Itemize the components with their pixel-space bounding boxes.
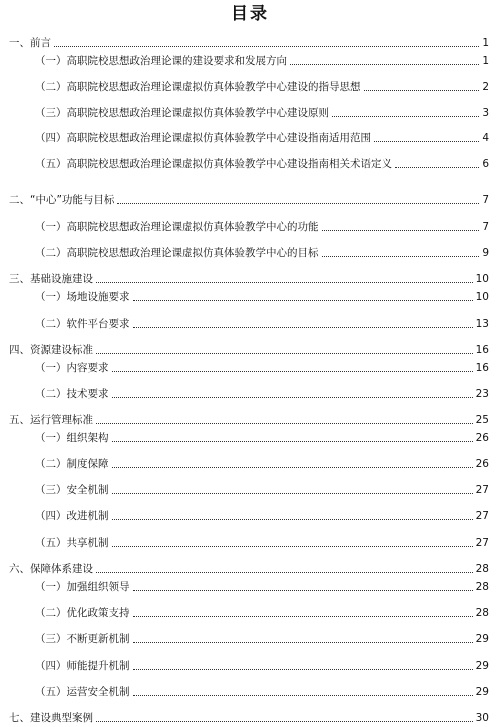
toc-subsection[interactable] [35, 50, 489, 68]
dot-leader [117, 203, 479, 204]
toc-section[interactable] [9, 339, 489, 357]
toc-page-number: 29 [475, 686, 489, 698]
toc-subsection[interactable] [35, 286, 489, 304]
dot-leader [322, 256, 480, 257]
toc-subsection[interactable] [35, 383, 489, 401]
toc-page-number: 1 [482, 37, 489, 49]
toc-page-number: 16 [475, 344, 489, 356]
toc-section[interactable] [9, 409, 489, 427]
toc-section[interactable] [9, 189, 489, 207]
dot-leader [96, 572, 473, 573]
toc-page-number: 27 [475, 484, 489, 496]
toc-subsection[interactable] [35, 357, 489, 375]
toc-entry-title: （一）高职院校思想政治理论课虚拟仿真体验教学中心的功能 [35, 221, 319, 233]
toc-entry-title: 一、前言 [9, 37, 51, 49]
dot-leader [133, 616, 473, 617]
toc-entry-title: （二）优化政策支持 [35, 607, 130, 619]
dot-leader [133, 590, 473, 591]
toc-subsection[interactable] [35, 453, 489, 471]
toc-subsection[interactable] [35, 313, 489, 331]
toc-page-number: 1 [482, 55, 489, 67]
toc-entry-title: 二、“中心”功能与目标 [9, 194, 115, 206]
dot-leader [322, 230, 480, 231]
toc-entry-title: （三）安全机制 [35, 484, 109, 496]
toc-subsection[interactable] [35, 655, 489, 673]
toc-subsection[interactable] [35, 479, 489, 497]
toc-entry-title: 六、保障体系建设 [9, 563, 93, 575]
toc-entry-title: 五、运行管理标准 [9, 414, 93, 426]
toc-page-number: 25 [475, 414, 489, 426]
toc-page-number: 28 [475, 581, 489, 593]
toc-page-number: 10 [475, 273, 489, 285]
toc-entry-title: 七、建设典型案例 [9, 712, 93, 724]
toc-page-number: 28 [475, 563, 489, 575]
dot-leader [112, 441, 473, 442]
toc-page-number: 7 [482, 221, 489, 233]
dot-leader [112, 467, 473, 468]
dot-leader [112, 371, 473, 372]
dot-leader [96, 282, 473, 283]
toc-subsection[interactable] [35, 505, 489, 523]
toc-entry-title: （二）软件平台要求 [35, 318, 130, 330]
dot-leader [395, 167, 479, 168]
toc-page-number: 26 [475, 458, 489, 470]
dot-leader [112, 493, 473, 494]
toc-entry-title: （一）高职院校思想政治理论课的建设要求和发展方向 [35, 55, 287, 67]
toc-page-number: 26 [475, 432, 489, 444]
toc-entry-title: （一）内容要求 [35, 362, 109, 374]
toc-entry-title: （五）运营安全机制 [35, 686, 130, 698]
toc-subsection[interactable] [35, 532, 489, 550]
toc-page-number: 27 [475, 510, 489, 522]
toc-subsection[interactable] [35, 242, 489, 260]
dot-leader [54, 46, 479, 47]
toc-subsection[interactable] [35, 216, 489, 234]
toc-entry-title: （二）技术要求 [35, 388, 109, 400]
toc-entry-title: （四）师能提升机制 [35, 660, 130, 672]
toc-entry-title: （三）不断更新机制 [35, 633, 130, 645]
toc-subsection[interactable] [35, 127, 489, 145]
dot-leader [96, 353, 473, 354]
toc-page-number: 13 [475, 318, 489, 330]
toc-page-number: 23 [475, 388, 489, 400]
toc-page-number: 7 [482, 194, 489, 206]
dot-leader [133, 642, 473, 643]
dot-leader [96, 721, 473, 722]
toc-entry-title: （五）共享机制 [35, 537, 109, 549]
toc-page-number: 10 [475, 291, 489, 303]
dot-leader [332, 116, 479, 117]
dot-leader [374, 141, 479, 142]
toc-subsection[interactable] [35, 602, 489, 620]
toc-entry-title: （五）高职院校思想政治理论课虚拟仿真体验教学中心建设指南相关术语定义 [35, 158, 392, 170]
toc-subsection[interactable] [35, 76, 489, 94]
toc-page-number: 6 [482, 158, 489, 170]
dot-leader [364, 90, 480, 91]
toc-page-number: 2 [482, 81, 489, 93]
toc-page-number: 30 [475, 712, 489, 724]
toc-page-number: 9 [482, 247, 489, 259]
dot-leader [290, 64, 479, 65]
toc-section[interactable] [9, 707, 489, 725]
dot-leader [96, 423, 473, 424]
toc-entry-title: 四、资源建设标准 [9, 344, 93, 356]
toc-page-number: 29 [475, 633, 489, 645]
toc-page-number: 27 [475, 537, 489, 549]
dot-leader [133, 695, 473, 696]
toc-entry-title: （二）制度保障 [35, 458, 109, 470]
toc-entry-title: （一）加强组织领导 [35, 581, 130, 593]
toc-entry-title: （一）组织架构 [35, 432, 109, 444]
dot-leader [133, 669, 473, 670]
toc-subsection[interactable] [35, 427, 489, 445]
dot-leader [112, 519, 473, 520]
toc-page-number: 3 [482, 107, 489, 119]
toc-section[interactable] [9, 32, 489, 50]
dot-leader [112, 397, 473, 398]
toc-section[interactable] [9, 558, 489, 576]
toc-subsection[interactable] [35, 153, 489, 171]
dot-leader [133, 327, 473, 328]
toc-entry-title: （二）高职院校思想政治理论课虚拟仿真体验教学中心的目标 [35, 247, 319, 259]
toc-page-number: 4 [482, 132, 489, 144]
toc-page-number: 28 [475, 607, 489, 619]
toc-section[interactable] [9, 268, 489, 286]
toc-subsection[interactable] [35, 681, 489, 699]
toc-entry-title: （一）场地设施要求 [35, 291, 130, 303]
toc-entry-title: 三、基础设施建设 [9, 273, 93, 285]
dot-leader [112, 546, 473, 547]
toc-subsection[interactable] [35, 102, 489, 120]
toc-entry-title: （三）高职院校思想政治理论课虚拟仿真体验教学中心建设原则 [35, 107, 329, 119]
toc-entry-title: （四）高职院校思想政治理论课虚拟仿真体验教学中心建设指南适用范围 [35, 132, 371, 144]
toc-subsection[interactable] [35, 576, 489, 594]
toc-page-number: 16 [475, 362, 489, 374]
toc-entry-title: （四）改进机制 [35, 510, 109, 522]
toc-page-number: 29 [475, 660, 489, 672]
page-title: 目录 [231, 4, 269, 24]
toc-entry-title: （二）高职院校思想政治理论课虚拟仿真体验教学中心建设的指导思想 [35, 81, 361, 93]
toc-subsection[interactable] [35, 628, 489, 646]
dot-leader [133, 300, 473, 301]
